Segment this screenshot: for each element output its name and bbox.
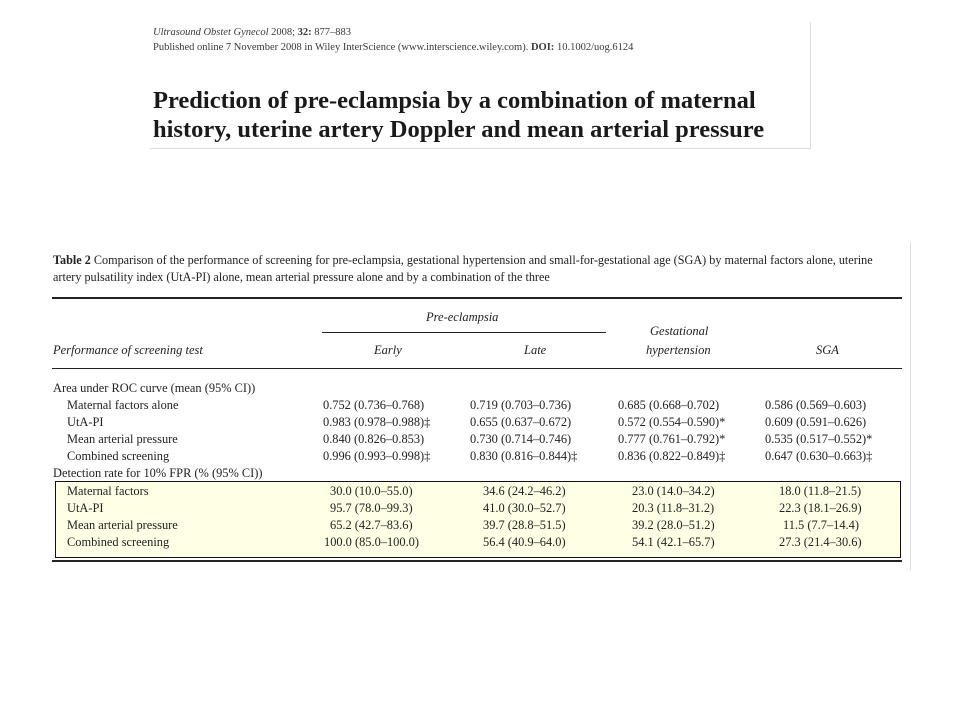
row-label: UtA-PI [67, 415, 104, 429]
journal-year: 2008; [271, 27, 296, 38]
doi-value: 10.1002/uog.6124 [556, 42, 634, 53]
table-row [52, 397, 902, 414]
cell-gh: 0.836 (0.822–0.849)‡ [618, 449, 726, 463]
col-header-gh-line2: hypertension [646, 343, 711, 357]
cell-sga: 0.586 (0.569–0.603) [765, 398, 867, 412]
table-row [52, 517, 902, 534]
cell-early: 0.983 (0.978–0.988)‡ [323, 415, 431, 429]
cell-sga: 22.3 (18.1–26.9) [779, 501, 862, 515]
cell-sga: 11.5 (7.7–14.4) [783, 518, 859, 532]
cell-sga: 0.535 (0.517–0.552)* [765, 432, 873, 446]
section-title: Area under ROC curve (mean (95% CI)) [53, 381, 256, 395]
journal-name: Ultrasound Obstet Gynecol [153, 27, 269, 38]
journal-volume: 32: [297, 27, 312, 38]
cell-early: 30.0 (10.0–55.0) [330, 484, 413, 498]
cell-early: 65.2 (42.7–83.6) [330, 518, 413, 532]
paper-title [153, 86, 764, 144]
table-row [52, 431, 902, 448]
cell-sga: 18.0 (11.8–21.5) [779, 484, 862, 498]
cell-gh: 54.1 (42.1–65.7) [632, 535, 715, 549]
col-header-gh-line1: Gestational [650, 324, 709, 338]
cell-gh: 20.3 (11.8–31.2) [632, 501, 715, 515]
cell-early: 0.996 (0.993–0.998)‡ [323, 449, 431, 463]
row-label: Combined screening [67, 535, 170, 549]
table-caption [53, 252, 903, 286]
cell-late: 56.4 (40.9–64.0) [483, 535, 566, 549]
col-header-early: Early [374, 343, 402, 357]
table-row [52, 414, 902, 431]
table-row [52, 534, 902, 551]
col-header-performance: Performance of screening test [53, 343, 203, 357]
cell-early: 100.0 (85.0–100.0) [324, 535, 419, 549]
section-title-row [52, 380, 902, 397]
table-bottom-rule [52, 560, 902, 562]
table-clip [52, 242, 911, 570]
cell-late: 0.730 (0.714–0.746) [470, 432, 572, 446]
table-row [52, 448, 902, 465]
cell-early: 95.7 (78.0–99.3) [330, 501, 413, 515]
group-header-pre-eclampsia: Pre-eclampsia [426, 310, 499, 324]
cell-gh: 39.2 (28.0–51.2) [632, 518, 715, 532]
table-top-rule [52, 297, 902, 299]
published-text: Published online 7 November 2008 in Wiley InterScience (www.interscience.wiley.com). [153, 42, 529, 53]
cell-gh: 0.685 (0.668–0.702) [618, 398, 720, 412]
table-label: Table 2 [53, 253, 91, 267]
row-label: Maternal factors [67, 484, 149, 498]
cell-sga: 27.3 (21.4–30.6) [779, 535, 862, 549]
cell-late: 34.6 (24.2–46.2) [483, 484, 566, 498]
cell-gh: 23.0 (14.0–34.2) [632, 484, 715, 498]
section-title: Detection rate for 10% FPR (% (95% CI)) [53, 466, 263, 480]
cell-late: 0.830 (0.816–0.844)‡ [470, 449, 578, 463]
header-bottom-rule [52, 368, 902, 369]
row-label: Maternal factors alone [67, 398, 179, 412]
cell-early: 0.840 (0.826–0.853) [323, 432, 425, 446]
table-row [52, 500, 902, 517]
row-label: UtA-PI [67, 501, 104, 515]
section-title-row [52, 465, 902, 482]
row-label: Mean arterial pressure [67, 432, 178, 446]
row-label: Mean arterial pressure [67, 518, 178, 532]
citation-line [153, 27, 351, 38]
cell-sga: 0.647 (0.630–0.663)‡ [765, 449, 873, 463]
cell-gh: 0.777 (0.761–0.792)* [618, 432, 726, 446]
cell-sga: 0.609 (0.591–0.626) [765, 415, 867, 429]
paper-title-line-1: Prediction of pre-eclampsia by a combination of maternal [153, 87, 756, 114]
cell-late: 39.7 (28.8–51.5) [483, 518, 566, 532]
journal-pages: 877–883 [314, 27, 352, 38]
group-header-rule [322, 332, 606, 333]
row-label: Combined screening [67, 449, 170, 463]
published-line [153, 42, 633, 53]
cell-early: 0.752 (0.736–0.768) [323, 398, 425, 412]
table-caption-text: Comparison of the performance of screening for pre-eclampsia, gestational hypertension and small-for-gestational age (SGA) by maternal factors alone, uterine artery pulsatility index (UtA-PI) alone, mean arterial pressure alone and by a combination of the three [53, 253, 873, 284]
cell-late: 0.719 (0.703–0.736) [470, 398, 572, 412]
cell-late: 0.655 (0.637–0.672) [470, 415, 572, 429]
table-row [52, 483, 902, 500]
paper-title-line-2: history, uterine artery Doppler and mean arterial pressure [153, 116, 765, 143]
cell-late: 41.0 (30.0–52.7) [483, 501, 566, 515]
cell-gh: 0.572 (0.554–0.590)* [618, 415, 726, 429]
col-header-late: Late [524, 343, 547, 357]
paper-header [150, 22, 811, 149]
doi-label: DOI: [530, 42, 555, 53]
col-header-sga: SGA [816, 343, 839, 357]
